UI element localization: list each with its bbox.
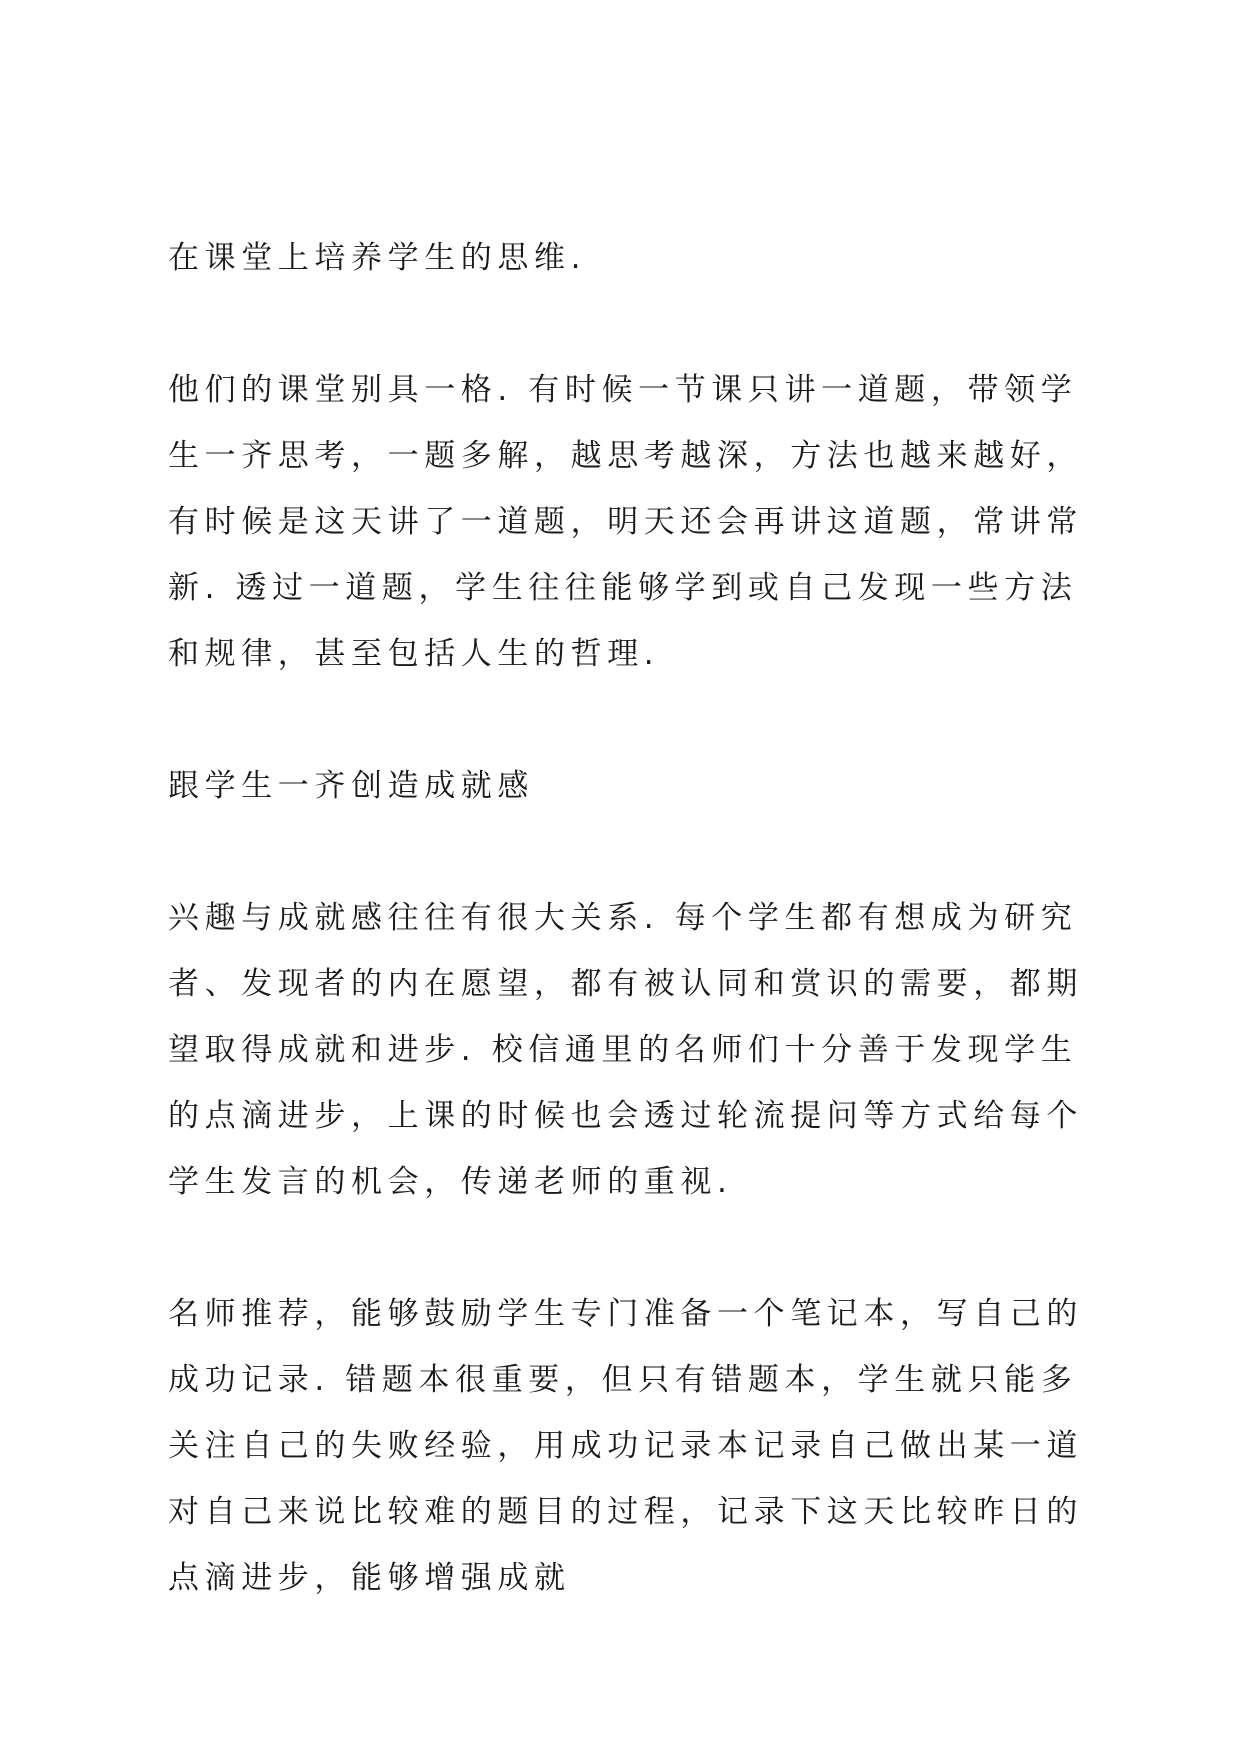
paragraph-2: 他们的课堂别具一格. 有时候一节课只讲一道题，带领学生一齐思考，一题多解，越思考越深，方法也越来越好，有时候是这天讲了一道题，明天还会再讲这道题，常讲常新. 透过一道题，学生往往能够学到或自己发现一些方法和规律，甚至包括人生的哲理. [168,372,1083,672]
document-body [168,225,1088,1611]
paragraph-1: 在课堂上培养学生的思维. [168,240,587,276]
paragraph-3: 兴趣与成就感往往有很大关系. 每个学生都有想成为研究者、发现者的内在愿望，都有被认同和赏识的需要，都期望取得成就和进步. 校信通里的名师们十分善于发现学生的点滴进步，上课的时候也会透过轮流提问等方式给每个学生发言的机会，传递老师的重视. [168,900,1083,1200]
paragraph-4: 名师推荐，能够鼓励学生专门准备一个笔记本，写自己的成功记录. 错题本很重要，但只有错题本，学生就只能多关注自己的失败经验，用成功记录本记录自己做出某一道对自己来说比较难的题目的过程，记录下这天比较昨日的点滴进步，能够增强成就 [168,1296,1083,1596]
section-heading: 跟学生一齐创造成就感 [168,768,534,804]
